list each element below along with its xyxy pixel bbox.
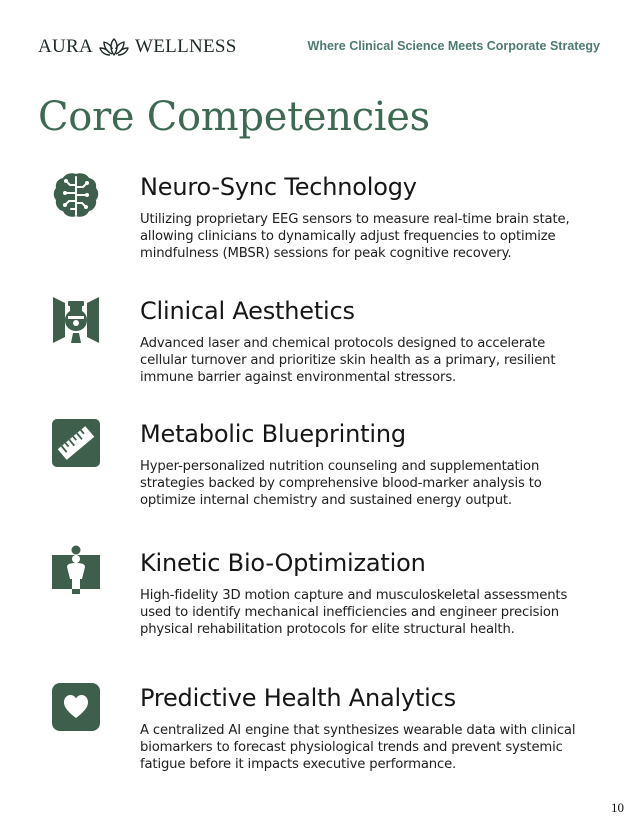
logo [38,36,237,58]
logo-text-aura: AURA [38,36,94,57]
competency-description: Advanced laser and chemical protocols designed to accelerate cellular turnover and prioritize skin health as a primary, resilient immune barrier against environmental stressors. [140,336,556,385]
person-icon [51,545,101,595]
page-number: 10 [611,800,624,815]
brain-icon [51,171,101,221]
competency-heading: Neuro-Sync Technology [140,173,417,201]
lotus-icon [99,36,129,58]
competency-heading: Clinical Aesthetics [140,297,355,325]
competency-description: High-fidelity 3D motion capture and musculoskeletal assessments used to identify mechanical inefficiencies and engineer precision physical rehabilitation protocols for elite structural health. [140,588,568,637]
ruler-icon [51,418,101,468]
logo-text-wellness: WELLNESS [135,36,237,57]
header-tagline: Where Clinical Science Meets Corporate Strategy [307,39,600,53]
heart-icon [51,682,101,732]
page-title: Core Competencies [38,94,430,140]
competency-description: A centralized AI engine that synthesizes wearable data with clinical biomarkers to forecast physiological trends and prevent systemic fatigue before it impacts executive performance. [140,723,576,772]
competency-heading: Predictive Health Analytics [140,684,456,712]
competency-description: Hyper-personalized nutrition counseling and supplementation strategies backed by comprehensive blood-marker analysis to optimize internal chemistry and sustained energy output. [140,459,542,508]
competency-heading: Kinetic Bio-Optimization [140,549,426,577]
competency-heading: Metabolic Blueprinting [140,420,406,448]
page-header [38,34,600,60]
competency-description: Utilizing proprietary EEG sensors to measure real-time brain state, allowing clinicians to dynamically adjust frequencies to optimize mindfulness (MBSR) sessions for peak cognitive recovery. [140,212,570,261]
bottle-icon [51,295,101,345]
